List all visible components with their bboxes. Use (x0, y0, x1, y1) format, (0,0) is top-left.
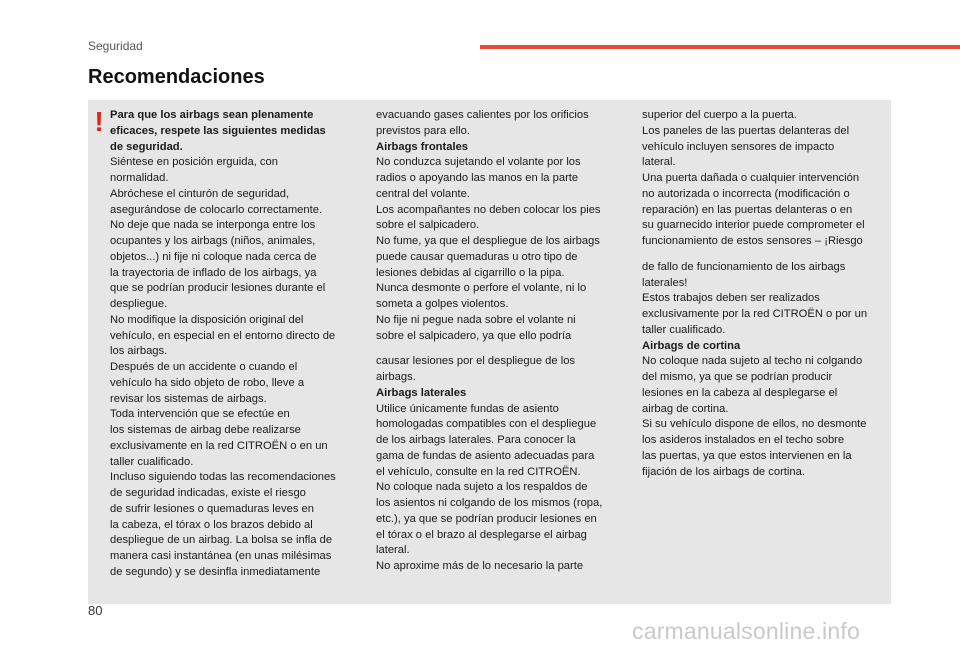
text-line: Después de un accidente o cuando el (110, 361, 298, 373)
text-line: No aproxime más de lo necesario la parte (376, 560, 584, 572)
text-line: evacuando gases calientes por los orificios (376, 109, 589, 121)
text-line: manera casi instantánea (en unas milésimas (110, 550, 332, 562)
text-line: homologadas compatibles con el despliegue (376, 418, 597, 431)
text-line: lesiones debidas al cigarrillo o la pipa. (376, 266, 565, 279)
text-line: Airbags laterales (376, 386, 467, 399)
text-line: su guarnecido interior puede comprometer el (642, 219, 865, 232)
text-line: Para que los airbags sean plenamente (110, 109, 314, 121)
text-line: No coloque nada sujeto al techo ni colgando (642, 355, 863, 368)
header-accent-bar (480, 45, 960, 49)
text-column-2 (376, 108, 626, 575)
text-line: eficaces, respete las siguientes medidas (110, 124, 326, 137)
text-column-1 (110, 108, 356, 581)
text-line: radios o apoyando las manos en la parte (376, 172, 579, 184)
text-line: airbag de cortina. (642, 402, 729, 415)
text-line: funcionamiento de estos sensores – ¡Riesgo (642, 235, 863, 247)
text-line: que se podrían producir lesiones durante el (110, 282, 326, 295)
text-line: taller cualificado. (110, 455, 194, 468)
text-line: de segundo) y se desinfla inmediatamente (110, 565, 321, 578)
text-line: de seguridad indicadas, existe el riesgo (110, 487, 306, 499)
text-line: reparación) en las puertas delanteras o en (642, 203, 853, 216)
text-line: No modifique la disposición original del (110, 313, 304, 326)
warning-exclamation-icon: ! (94, 106, 104, 137)
text-line: previstos para ello. (376, 124, 470, 137)
text-line: sobre el salpicadero, ya que ello podría (376, 329, 572, 342)
text-column-3 (642, 108, 892, 480)
text-line: de seguridad. (110, 140, 183, 153)
text-line: el vehículo, consulte en la red CITROËN. (376, 465, 581, 478)
text-line: Airbags de cortina (642, 339, 741, 352)
text-line: Estos trabajos deben ser realizados (642, 292, 820, 305)
text-line: vehículo ha sido objeto de robo, lleve a (110, 376, 305, 389)
text-line: lesiones en la cabeza al desplegarse el (642, 386, 838, 399)
text-line: Los acompañantes no deben colocar los pies (376, 203, 601, 216)
text-line: la trayectoria de inflado de los airbags, ya (110, 266, 317, 279)
text-line: los asientos ni colgando de los mismos (ropa, (376, 497, 603, 509)
text-line: despliegue. (110, 298, 168, 310)
text-line: laterales! (642, 276, 688, 289)
text-line: lateral. (376, 544, 410, 557)
text-line: gama de fundas de asiento adecuadas para (376, 449, 595, 462)
text-line: central del volante. (376, 187, 470, 200)
text-line: causar lesiones por el despliegue de los (376, 355, 576, 368)
text-line: de sufrir lesiones o quemaduras leves en (110, 502, 314, 515)
text-line: despliegue de un airbag. La bolsa se infla de (110, 534, 333, 547)
section-label: Seguridad (88, 39, 143, 53)
text-line: no autorizada o incorrecta (modificación o (642, 187, 850, 200)
text-line: etc.), ya que se podrían producir lesiones en (376, 512, 597, 525)
text-line: los airbags. (110, 345, 168, 358)
text-line: vehículo incluyen sensores de impacto (642, 140, 835, 153)
text-line: de fallo de funcionamiento de los airbags (642, 260, 846, 273)
text-line: normalidad. (110, 172, 169, 184)
text-line: puede causar quemaduras u otro tipo de (376, 250, 578, 263)
page-number: 80 (88, 603, 103, 618)
text-line: del mismo, ya que se podrían producir (642, 371, 833, 383)
text-line: Abróchese el cinturón de seguridad, (110, 187, 290, 200)
text-line: exclusivamente por la red CITROËN o por un (642, 308, 868, 320)
watermark: carmanualsonline.info (632, 618, 860, 644)
text-line: ocupantes y los airbags (niños, animales, (110, 235, 316, 247)
text-line: fijación de los airbags de cortina. (642, 465, 805, 478)
text-line: el tórax o el brazo al desplegarse el airbag (376, 528, 587, 541)
text-line: sobre el salpicadero. (376, 219, 480, 232)
text-line: No conduzca sujetando el volante por los (376, 156, 581, 169)
text-line: superior del cuerpo a la puerta. (642, 109, 797, 121)
text-line: objetos...) ni fije ni coloque nada cerca de (110, 250, 317, 263)
text-line: los sistemas de airbag debe realizarse (110, 424, 301, 436)
text-line: revisar los sistemas de airbags. (110, 392, 267, 405)
text-line: la cabeza, el tórax o los brazos debido al (110, 518, 313, 531)
text-line: taller cualificado. (642, 323, 726, 336)
text-line: asegurándose de colocarlo correctamente. (110, 203, 323, 216)
text-line: los asideros instalados en el techo sobre (642, 434, 845, 446)
text-line: vehículo, en especial en el entorno directo de (110, 329, 336, 342)
text-line: Toda intervención que se efectúe en (110, 408, 290, 421)
text-line: Siéntese en posición erguida, con (110, 156, 278, 169)
text-line: Nunca desmonte o perfore el volante, ni lo (376, 282, 587, 295)
text-line: Airbags frontales (376, 140, 469, 153)
page-title: Recomendaciones (88, 66, 265, 88)
text-line: Los paneles de las puertas delanteras del (642, 124, 850, 137)
text-line: Utilice únicamente fundas de asiento (376, 402, 559, 415)
text-line: No deje que nada se interponga entre los (110, 219, 316, 232)
text-line: Incluso siguiendo todas las recomendaciones (110, 471, 336, 484)
text-line: lateral. (642, 156, 676, 169)
text-line: someta a golpes violentos. (376, 298, 509, 310)
text-line: de los airbags laterales. Para conocer la (376, 434, 576, 446)
text-line: las puertas, ya que estos intervienen en la (642, 449, 852, 462)
text-line: No fume, ya que el despliegue de los airbags (376, 235, 600, 247)
text-line: Una puerta dañada o cualquier intervención (642, 172, 860, 184)
text-line: exclusivamente en la red CITROËN o en un (110, 439, 328, 452)
text-line: No coloque nada sujeto a los respaldos de (376, 481, 588, 494)
text-line: airbags. (376, 371, 416, 383)
text-line: No fije ni pegue nada sobre el volante ni (376, 313, 576, 326)
text-line: Si su vehículo dispone de ellos, no desmonte (642, 418, 867, 431)
